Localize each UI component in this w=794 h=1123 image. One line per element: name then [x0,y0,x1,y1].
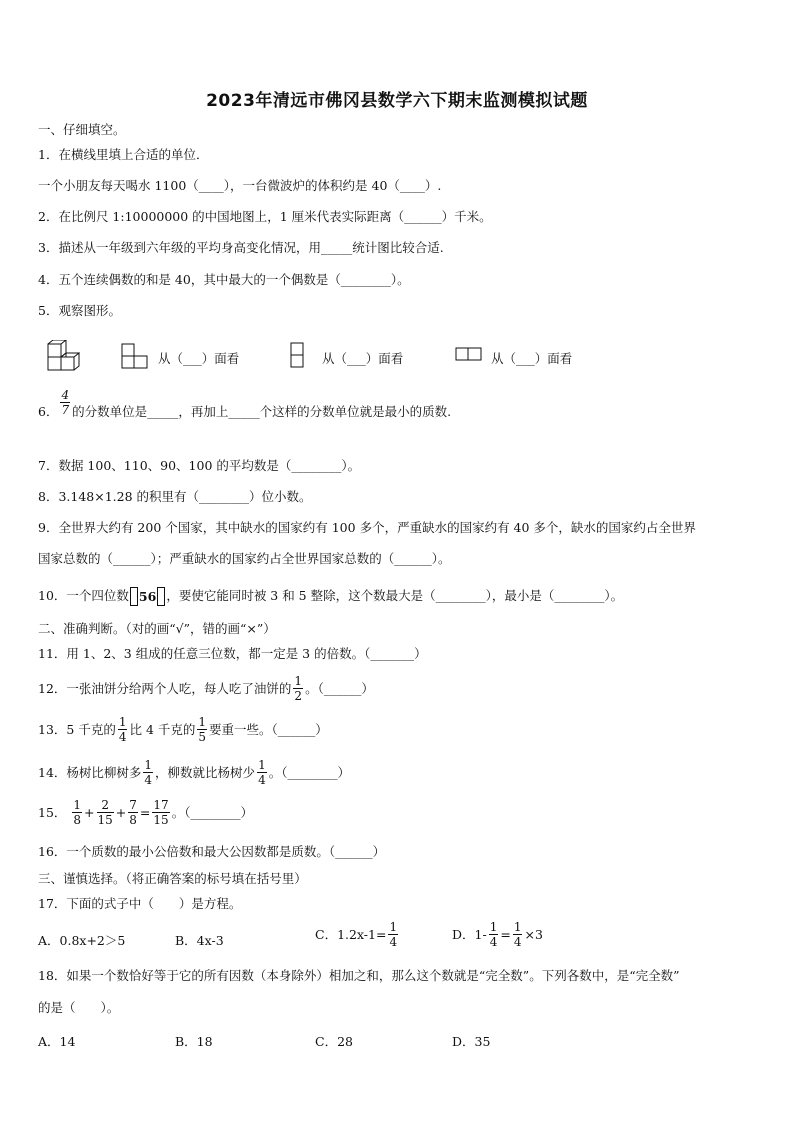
section-heading-choose: 三、谨慎选择。（将正确答案的标号填在括号里） [38,871,307,886]
section-heading-fill: 一、仔细填空。 [38,122,126,137]
q14-text: ，柳数就比杨树少 [155,765,256,780]
option-d-text: ×3 [524,927,543,942]
q6-text: 的分数单位是_____，再加上_____个这样的分数单位就是最小的质数. [72,404,452,419]
fraction-numerator: 7 [129,798,137,812]
fraction-17-15 [152,799,169,826]
q10-prefix: 10．一个四位数 [38,588,129,603]
fraction-1-4 [489,921,499,948]
fraction-denominator: 7 [61,403,70,417]
q6-number: 6． [38,404,59,419]
q13-text: 13．5 千克的 [38,722,116,737]
question-9-line-1: 9．全世界大约有 200 个国家，其中缺水的国家约有 100 多个，严重缺水的国家约有 40 多个，缺水的国家约占全世界 [38,520,696,535]
plus-sign: + [115,805,127,820]
question-15 [38,800,253,827]
cube-stack-3d-figure [46,340,80,372]
question-9-line-2: 国家总数的（______）；严重缺水的国家约占全世界国家总数的（______）。 [38,551,451,566]
q10-text: ，要使它能同时被 3 和 5 整除，这个数最大是（________），最小是（________）。 [166,588,624,603]
q17-option-d[interactable] [452,922,543,949]
fraction-1-4 [257,759,267,786]
fraction-numerator: 1 [258,758,266,772]
page-title: 2023年清远市佛冈县数学六下期末监测模拟试题 [206,91,588,111]
question-13 [38,717,328,744]
q14-answer-blank: 。（________） [268,765,350,780]
question-17: 17．下面的式子中（ ）是方程。 [38,896,242,911]
fraction-denominator: 15 [97,813,113,827]
question-16: 16．一个质数的最小公倍数和最大公因数都是质数。（______） [38,844,386,859]
question-11: 11．用 1、2、3 组成的任意三位数，都一定是 3 的倍数。（_______） [38,646,427,661]
section-heading-judge: 二、准确判断。（对的画“√”，错的画“×”） [38,621,276,636]
question-10 [38,586,623,607]
equals-sign: = [139,805,151,820]
q14-text: 14．杨树比柳树多 [38,765,142,780]
fraction-1-4 [513,921,523,948]
question-14 [38,760,350,787]
plus-sign: + [84,805,95,820]
fraction-numerator: 1 [489,920,498,934]
fraction-denominator: 4 [389,935,398,949]
question-8: 8．3.148×1.28 的积里有（________）位小数。 [38,489,312,504]
fraction-denominator: 5 [198,730,207,744]
fraction-numerator: 1 [144,758,153,772]
fraction-denominator: 4 [144,773,153,787]
question-7: 7．数据 100、110、90、100 的平均数是（________）。 [38,458,361,473]
question-3: 3．描述从一年级到六年级的平均身高变化情况，用_____统计图比较合适. [38,240,444,255]
question-18-line-2: 的是（ ）。 [38,1000,120,1015]
fraction-numerator: 17 [153,798,169,812]
fraction-numerator: 1 [118,715,127,729]
q18-option-b[interactable]: B．18 [175,1034,213,1049]
front-view-figure [121,343,149,369]
question-2: 2．在比例尺 1:10000000 的中国地图上，1 厘米代表实际距离（______）千米。 [38,209,492,224]
question-12 [38,676,374,703]
fraction-1-5 [197,716,207,743]
option-d-text: D．1- [452,927,487,942]
fraction-numerator: 2 [101,798,109,812]
q17-option-c[interactable] [315,922,400,949]
fraction-1-4 [388,921,398,948]
option-c-text: C．1.2x-1= [315,927,387,942]
digit-blank-box [157,587,165,606]
fraction-numerator: 1 [198,715,207,729]
question-4: 4．五个连续偶数的和是 40，其中最大的一个偶数是（________）。 [38,272,410,287]
fraction-1-2 [293,675,303,702]
q15-number: 15． [38,805,67,820]
fraction-denominator: 4 [489,935,498,949]
q15-answer-blank: 。（________） [171,805,253,820]
fraction-denominator: 4 [258,773,266,787]
fraction-numerator: 1 [294,674,303,688]
digit-blank-box [130,587,138,606]
fraction-numerator: 1 [513,920,522,934]
q12-text: 12．一张油饼分给两个人吃，每人吃了油饼的 [38,681,292,696]
fraction-denominator: 15 [153,813,169,827]
fraction-7-8 [128,799,138,826]
q13-text: 比 4 千克的 [129,722,196,737]
fraction-denominator: 2 [294,689,303,703]
fraction-1-4 [118,716,128,743]
top-view-figure [455,347,483,362]
q18-option-a[interactable]: A．14 [38,1034,76,1049]
fraction-denominator: 8 [129,813,137,827]
fraction-1-8 [72,799,82,826]
equals-sign: = [500,927,511,942]
fraction-4-7 [60,389,70,416]
side-view-figure [290,342,305,369]
fraction-denominator: 4 [118,730,127,744]
view-blank-3: 从（___）面看 [491,351,573,366]
fraction-1-4 [143,759,153,786]
q12-answer-blank: 。（______） [305,681,374,696]
q13-answer-blank: 要重一些。（______） [209,722,328,737]
view-blank-1: 从（___）面看 [158,351,240,366]
q17-option-a[interactable]: A．0.8x+2＞5 [38,933,126,948]
fraction-numerator: 4 [61,388,70,402]
question-1-prompt: 1．在横线里填上合适的单位． [38,147,209,162]
fraction-2-15 [97,799,114,826]
q17-option-b[interactable]: B．4x-3 [175,933,224,948]
known-digits: 56 [138,588,157,604]
fraction-denominator: 8 [73,813,82,827]
fraction-numerator: 1 [73,798,82,812]
fraction-denominator: 4 [513,935,522,949]
view-blank-2: 从（___）面看 [322,351,404,366]
q18-option-c[interactable]: C．28 [315,1034,353,1049]
question-18-line-1: 18．如果一个数恰好等于它的所有因数（本身除外）相加之和，那么这个数就是“完全数”。下列各数中，是“完全数” [38,968,680,983]
question-6 [38,388,452,426]
question-5: 5．观察图形。 [38,303,121,318]
q18-option-d[interactable]: D．35 [452,1034,491,1049]
fraction-numerator: 1 [389,920,398,934]
question-1-body: 一个小朋友每天喝水 1100（____），一台微波炉的体积约是 40（____）. [38,178,442,193]
